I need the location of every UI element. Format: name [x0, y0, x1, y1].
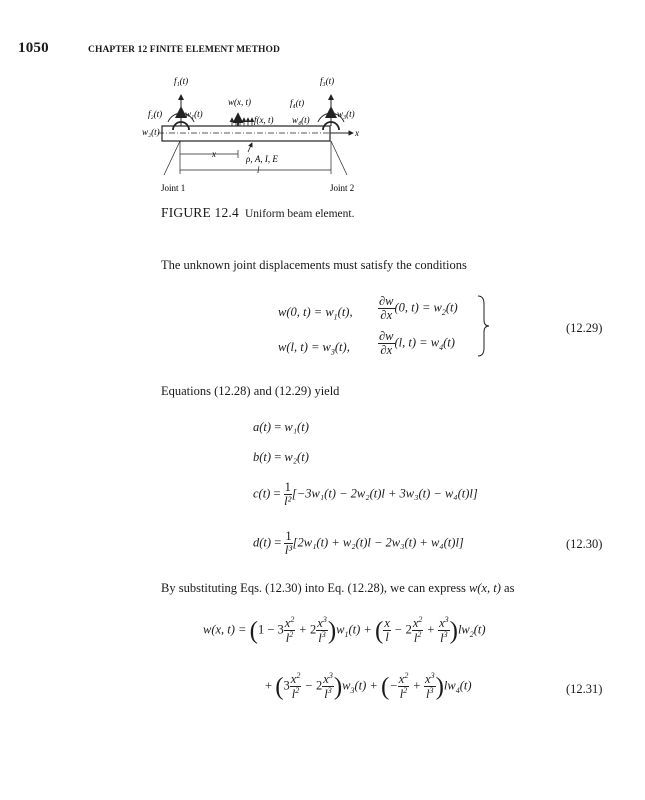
- eq-b-lhs: b(t): [253, 450, 272, 464]
- eq-a-lhs: a(t): [253, 420, 272, 434]
- eq-a-rhs: w₁(t): [284, 420, 309, 434]
- eq-d-lhs: d(t): [253, 535, 272, 550]
- joint2-label: Joint 2: [330, 183, 355, 193]
- eq-b: b(t) = w₂(t): [253, 450, 309, 464]
- figure-label: FIGURE 12.4: [161, 205, 239, 220]
- eq-c-num: 1: [284, 480, 291, 494]
- x-axis-label: x: [355, 128, 359, 138]
- eq-12-29-row1-left: w(0, $t) = w_1(t)$,: [278, 305, 353, 322]
- eq-12-29-number: (12.29): [566, 321, 603, 335]
- eq-12-31-line2: + (3 $\frac{x^2}{l^2}$ − 2 $\frac{x^3}{l^3}$ )$w_3(t)$ + (− $\frac{x^2}{l^2}$ + $\frac{x^3}{l^3}$ )$lw_4(t)$: [265, 671, 472, 702]
- x-dim-label: x: [212, 149, 216, 159]
- paragraph-substituting: [161, 581, 514, 596]
- w4-label: w₄(t): [292, 115, 310, 125]
- eq-c-rhs: [−3w₁(t) − 2w₂(t)l + 3w₃(t) − w₄(t)l]: [291, 486, 478, 501]
- joint1-leader: [164, 141, 180, 175]
- eq-b-rhs: w₂(t): [284, 450, 309, 464]
- eq-12-29-row2-left: w(l, $t) = w_3(t)$,: [278, 340, 350, 357]
- beam-figure: [140, 70, 380, 200]
- p3-text-c: as: [500, 581, 515, 595]
- paragraph-conditions: The unknown joint displacements must satisfy the conditions: [161, 258, 467, 272]
- eq-12-30-number: (12.30): [566, 537, 603, 551]
- eq-a: a(t) = w₁(t): [253, 420, 309, 434]
- beam-rect: [162, 126, 330, 141]
- eq-12-31-number: (12.31): [566, 682, 603, 696]
- w2-label: w₂(t): [142, 127, 160, 137]
- eq-12-29-brace: [476, 294, 490, 358]
- props-label: ρ, A, I, E: [246, 154, 278, 164]
- w3-label: w₃(t): [337, 109, 355, 119]
- f2-label: f₂(t): [148, 109, 163, 119]
- running-header: CHAPTER 12 FINITE ELEMENT METHOD: [88, 45, 280, 55]
- figure-caption-text: Uniform beam element.: [244, 208, 355, 220]
- eq-12-29-row2-right: $\frac{\partial w}{\partial x}$ (l, $t) = w_4(t)$: [379, 329, 455, 358]
- wxt-label: w(x, t): [228, 97, 251, 107]
- l-dim-label: l: [257, 165, 260, 175]
- eq-d-num: 1: [285, 529, 292, 543]
- w1-label: w₁(t): [185, 109, 203, 119]
- eq-c: c(t) = $\frac{1}{\text{l²}}$ [−3w₁(t) − 2w₂(t)l + 3w₃(t) − w₄(t)l]: [253, 480, 478, 509]
- joint1-label: Joint 1: [161, 183, 186, 193]
- p3-text-a: By substituting Eqs. (12.30) into Eq. (12.28), we can express: [161, 581, 469, 595]
- fxt-label: f(x, t): [254, 115, 274, 125]
- distributed-load-arrows: [232, 118, 252, 126]
- f3-label: f₃(t): [320, 76, 335, 86]
- eq-12-31-line1: w(x, t) = (1 − 3 $\frac{x^2}{l^2}$ + 2 $\frac{x^3}{l^3}$ )$w_1(t)$ + ( $\frac{x}{l}$ − 2 $\frac{x^2}{l^2}$ + $\frac{x^3}{l^3}$ )$lw_2(t)$: [203, 615, 486, 646]
- eq-c-den: l²: [284, 494, 292, 509]
- eq-12-29-row1-right: $\frac{\partial w}{\partial x}$ (0, $t) = w_2(t)$: [379, 294, 458, 323]
- figure-caption: [161, 205, 354, 221]
- eq-d-rhs: [2w₁(t) + w₂(t)l − 2w₃(t) + w₄(t)l]: [292, 535, 464, 550]
- f1-label: f₁(t): [174, 76, 189, 86]
- eq-c-lhs: c(t): [253, 486, 271, 501]
- props-pointer: [248, 143, 252, 152]
- eq-d: d(t) = $\frac{1}{\text{l³}}$ [2w₁(t) + w₂(t)l − 2w₃(t) + w₄(t)l]: [253, 529, 464, 558]
- paragraph-yield: Equations (12.28) and (12.29) yield: [161, 384, 340, 398]
- f4-label: f₄(t): [290, 98, 305, 108]
- page-number: 1050: [18, 40, 49, 56]
- eq-d-den: l³: [284, 543, 293, 558]
- p3-text-wxt: w(x, t): [468, 581, 501, 595]
- joint2-leader: [331, 141, 347, 175]
